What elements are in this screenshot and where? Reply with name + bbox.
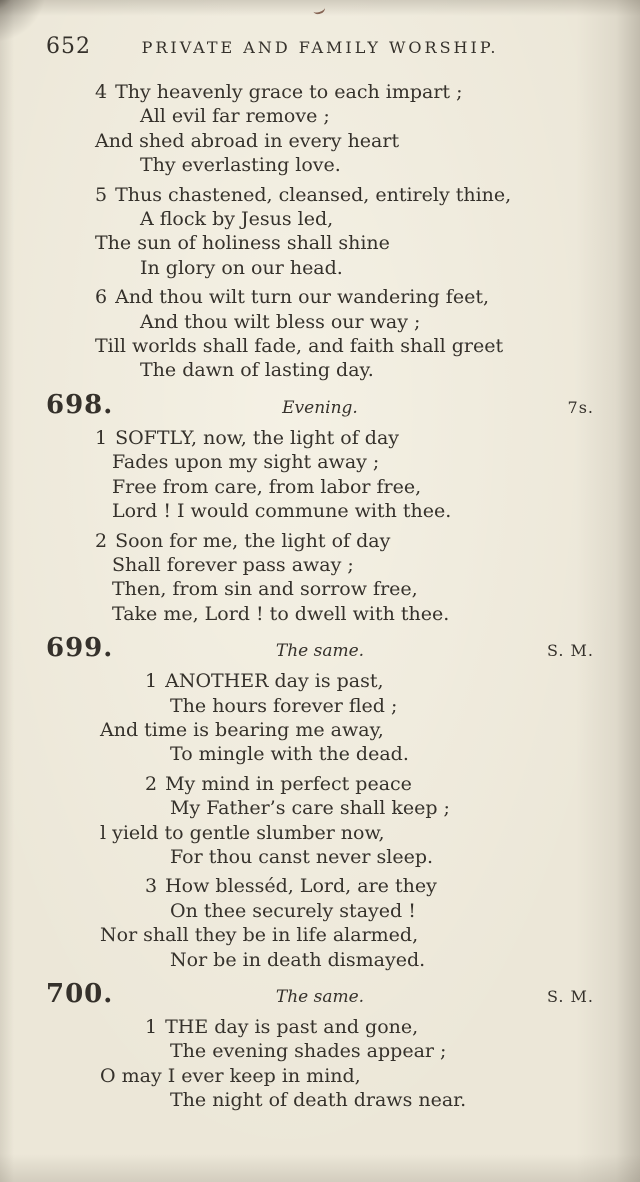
hymn-meter: S. M.	[546, 641, 594, 661]
verse-line: And shed abroad in every heart	[95, 129, 400, 152]
verse-line: The hours forever fled ;	[170, 694, 398, 717]
verse-line: 2 My mind in perfect peace	[145, 772, 412, 795]
verse	[46, 285, 594, 383]
verse-line: 1 ANOTHER day is past,	[145, 670, 384, 693]
verse-number: 3	[145, 875, 158, 898]
verse-line: For thou canst never sleep.	[170, 845, 434, 868]
verse	[46, 426, 594, 524]
verse-line: All evil far remove ;	[140, 105, 330, 128]
verse-line: l yield to gentle slumber now,	[100, 821, 385, 844]
verse-line: Then, from sin and sorrow free,	[112, 578, 418, 601]
verse-line: Thy everlasting love.	[140, 154, 341, 177]
hymn-number: 700.	[46, 979, 114, 1009]
verse-line: Till worlds shall fade, and faith shall greet	[95, 335, 504, 358]
verse-line: Lord ! I would commune with thee.	[112, 500, 452, 523]
hymn-number: 698.	[46, 389, 114, 420]
verse-line: O may I ever keep in mind,	[100, 1064, 361, 1087]
verse-line: 4 Thy heavenly grace to each impart ;	[95, 81, 463, 103]
verse	[46, 669, 594, 767]
verse-line: 1 THE day is past and gone,	[145, 1016, 419, 1038]
verse	[46, 1015, 594, 1113]
verse-line: In glory on our head.	[140, 256, 343, 279]
hymn-heading	[46, 390, 594, 420]
hymn-heading	[46, 633, 594, 663]
verse-line: Shall forever pass away ;	[112, 553, 354, 576]
hymn-title: The same.	[275, 641, 365, 662]
verse-line: A flock by Jesus led,	[140, 208, 334, 231]
verse-line: Free from care, from labor free,	[112, 475, 422, 498]
verse-line: Nor shall they be in life alarmed,	[100, 924, 419, 947]
verse-line: Fades upon my sight away ;	[112, 451, 380, 474]
page-number: 652	[46, 34, 91, 59]
verse	[46, 529, 594, 627]
verse-line: 2 Soon for me, the light of day	[95, 529, 391, 552]
verse	[46, 772, 594, 870]
verse-number: 2	[95, 529, 108, 552]
verse	[46, 80, 594, 178]
hymn-meter: S. M.	[546, 987, 594, 1006]
hymn-meter: 7s.	[567, 397, 594, 417]
verse-line: Take me, Lord ! to dwell with thee.	[112, 602, 450, 625]
verse-number: 2	[145, 772, 158, 795]
verse-line: On thee securely stayed !	[170, 899, 416, 922]
verse-line: 6 And thou wilt turn our wandering feet,	[95, 286, 489, 309]
running-header: PRIVATE AND FAMILY WORSHIP.	[141, 38, 499, 57]
verse-line: And thou wilt bless our way ;	[140, 310, 421, 333]
verse-line: The sun of holiness shall shine	[95, 232, 390, 255]
hymn-title: Evening.	[282, 397, 358, 418]
verse-line: The evening shades appear ;	[170, 1040, 447, 1063]
verse-line: To mingle with the dead.	[170, 743, 409, 766]
verse-number: 6	[95, 286, 108, 309]
verse-line: My Father’s care shall keep ;	[170, 797, 450, 820]
verse	[46, 183, 594, 281]
verse-line: 1 SOFTLY, now, the light of day	[95, 426, 399, 449]
verse-line: 5 Thus chastened, cleansed, entirely thine,	[95, 183, 512, 206]
verse-line: Nor be in death dismayed.	[170, 948, 426, 971]
verse-line: The night of death draws near.	[170, 1089, 467, 1112]
verse-line: The dawn of lasting day.	[140, 359, 374, 382]
verse-number: 1	[145, 1016, 158, 1038]
hymn-number: 699.	[46, 633, 114, 664]
verse-number: 1	[145, 670, 158, 693]
verse-number: 4	[95, 81, 108, 103]
verse-line: And time is bearing me away,	[100, 718, 384, 741]
hymn-heading	[46, 979, 594, 1009]
ink-mark	[312, 3, 326, 15]
verse-number: 5	[95, 183, 108, 206]
hymn-title: The same.	[275, 987, 365, 1007]
verse-line: 3 How blesséd, Lord, are they	[145, 875, 437, 898]
verse	[46, 874, 594, 972]
page-header	[46, 28, 594, 58]
page-body	[46, 80, 594, 1113]
verse-number: 1	[95, 426, 108, 449]
